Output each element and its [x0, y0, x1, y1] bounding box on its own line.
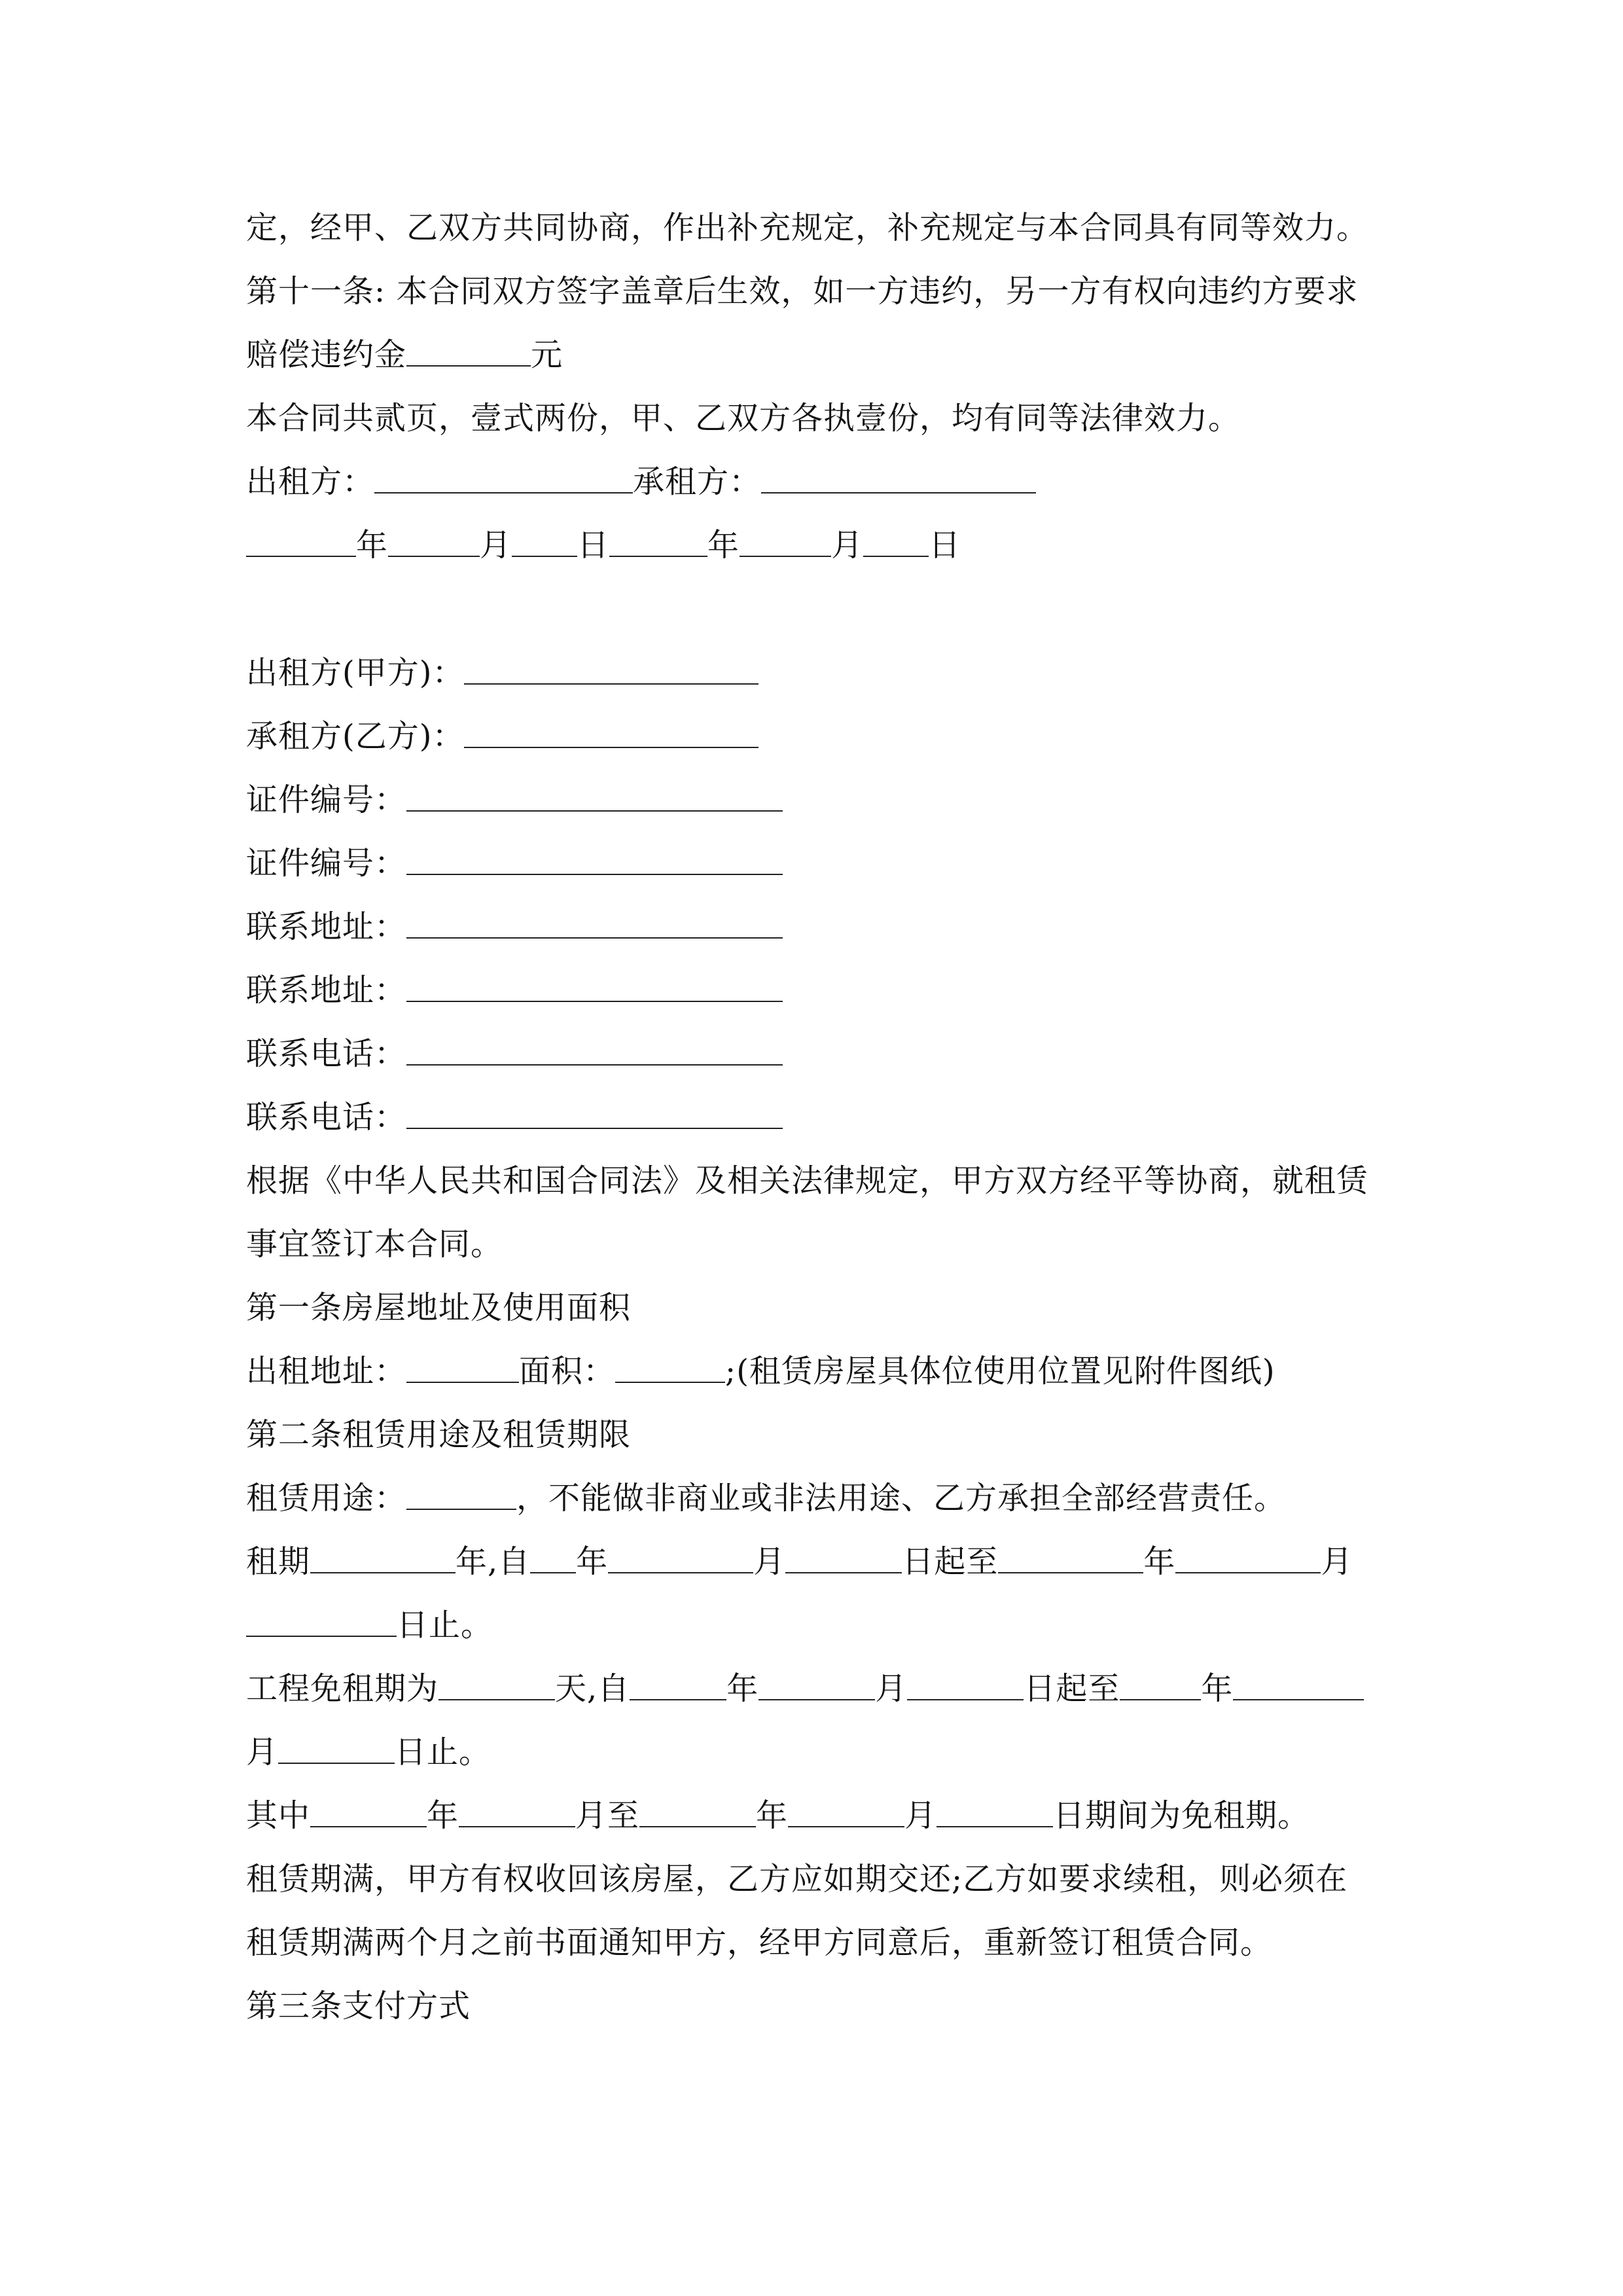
party-line [246, 1091, 783, 1143]
month-blank[interactable] [388, 519, 480, 557]
end-month-blank[interactable] [1175, 1535, 1321, 1573]
period-end-year-blank[interactable] [639, 1789, 756, 1827]
area-label: 面积： [519, 1353, 616, 1390]
month-label: 月 [1321, 1543, 1353, 1580]
year-label: 年 [427, 1797, 459, 1834]
day-blank[interactable] [512, 519, 577, 557]
lessee-b-blank[interactable] [464, 710, 758, 748]
text-line [246, 1662, 1364, 1715]
lessor-signature-label: 出租方： [246, 463, 375, 500]
month-to-label: 月至 [575, 1797, 640, 1834]
phone-blank[interactable] [406, 1028, 783, 1066]
text-line [246, 1916, 1272, 1969]
penalty-amount-blank[interactable] [406, 329, 531, 367]
article-11-text: 第十一条: 本合同双方签字盖章后生效，如一方违约，另一方有权向违约方要求 [246, 273, 1359, 310]
lessee-signature-blank[interactable] [761, 456, 1036, 493]
lessor-signature-blank[interactable] [374, 456, 633, 493]
use-label: 租赁用途： [246, 1480, 407, 1516]
year-blank[interactable] [246, 519, 356, 557]
use-blank[interactable] [406, 1472, 516, 1510]
article-heading [246, 1282, 631, 1334]
year-label: 年 [756, 1797, 789, 1834]
currency-unit: 元 [531, 336, 563, 373]
article-2-heading: 第二条租赁用途及租赁期限 [246, 1416, 632, 1453]
month-label: 月 [246, 1734, 279, 1770]
day-from-label: 日起至 [902, 1543, 999, 1580]
copies-text: 本合同共贰页，壹式两份，甲、乙双方各执壹份，均有同等法律效力。 [246, 400, 1241, 437]
phone-label: 联系电话： [246, 1035, 407, 1072]
party-line [246, 710, 758, 762]
month-label: 月 [904, 1797, 937, 1834]
free-start-day-blank[interactable] [907, 1662, 1024, 1700]
id-number-blank[interactable] [406, 774, 783, 812]
party-line [246, 837, 783, 889]
period-end-day-blank[interactable] [936, 1789, 1053, 1827]
text-line [246, 1218, 503, 1270]
text-line [246, 1345, 1275, 1397]
period-start-year-blank[interactable] [310, 1789, 427, 1827]
free-days-blank[interactable] [438, 1662, 555, 1700]
area-blank[interactable] [615, 1345, 725, 1383]
free-end-day-blank[interactable] [278, 1726, 395, 1764]
year-label: 年 [356, 527, 389, 564]
free-end-month-blank[interactable] [1233, 1662, 1364, 1700]
day-end-label: 日止。 [397, 1607, 493, 1643]
article-heading [246, 1408, 631, 1461]
year-label: 年 [576, 1543, 609, 1580]
rental-address-label: 出租地址： [246, 1353, 407, 1390]
text-line [246, 265, 1358, 317]
lessee-b-label: 承租方(乙方)： [246, 718, 465, 755]
lessor-a-label: 出租方(甲方)： [246, 655, 465, 691]
end-day-blank[interactable] [246, 1599, 397, 1637]
intro-text: 事宜签订本合同。 [246, 1226, 503, 1263]
start-month-blank[interactable] [608, 1535, 753, 1573]
phone-blank[interactable] [406, 1091, 783, 1129]
month-blank[interactable] [740, 519, 831, 557]
id-number-blank[interactable] [406, 837, 783, 875]
lessee-signature-label: 承租方： [633, 463, 762, 500]
text-line [246, 202, 1368, 254]
party-line [246, 647, 758, 699]
rental-address-blank[interactable] [406, 1345, 519, 1383]
article-1-heading: 第一条房屋地址及使用面积 [246, 1289, 632, 1326]
term-label: 租期 [246, 1543, 311, 1580]
year-label: 年 [707, 527, 740, 564]
address-blank[interactable] [406, 964, 783, 1002]
lessor-a-blank[interactable] [464, 647, 758, 685]
id-number-label: 证件编号： [246, 845, 407, 882]
year-from-label: 年,自 [455, 1543, 531, 1580]
free-start-month-blank[interactable] [758, 1662, 875, 1700]
address-blank[interactable] [406, 901, 783, 939]
term-blank[interactable] [310, 1535, 455, 1573]
day-blank[interactable] [863, 519, 929, 557]
period-end-month-blank[interactable] [788, 1789, 904, 1827]
month-label: 月 [480, 527, 512, 564]
day-label: 日 [929, 527, 961, 564]
address-label: 联系地址： [246, 972, 407, 1009]
among-label: 其中 [246, 1797, 311, 1834]
penalty-label: 赔偿违约金 [246, 336, 407, 373]
text-line [246, 1535, 1353, 1588]
year-blank[interactable] [609, 519, 707, 557]
start-year-blank[interactable] [530, 1535, 576, 1573]
expiry-text: 租赁期满两个月之前书面通知甲方，经甲方同意后，重新签订租赁合同。 [246, 1924, 1273, 1961]
text-line [246, 1472, 1286, 1524]
year-label: 年 [1201, 1670, 1234, 1707]
phone-label: 联系电话： [246, 1099, 407, 1136]
paragraph-text: 定，经甲、乙双方共同协商，作出补充规定，补充规定与本合同具有同等效力。 [246, 209, 1369, 246]
article-heading [246, 1980, 471, 2032]
area-note: ;(租赁房屋具体位使用位置见附件图纸) [725, 1353, 1275, 1390]
party-line [246, 774, 783, 826]
year-label: 年 [726, 1670, 759, 1707]
text-line [246, 1853, 1347, 1905]
free-end-year-blank[interactable] [1120, 1662, 1201, 1700]
year-label: 年 [1143, 1543, 1176, 1580]
intro-text: 根据《中华人民共和国合同法》及相关法律规定，甲方双方经平等协商，就租赁 [246, 1162, 1369, 1199]
month-label: 月 [831, 527, 864, 564]
text-line [246, 1155, 1368, 1207]
month-label: 月 [875, 1670, 908, 1707]
free-period-label: 工程免租期为 [246, 1670, 439, 1707]
text-line [246, 329, 563, 381]
period-start-month-blank[interactable] [459, 1789, 575, 1827]
free-start-year-blank[interactable] [630, 1662, 726, 1700]
address-label: 联系地址： [246, 908, 407, 945]
free-days-label: 天,自 [555, 1670, 630, 1707]
signature-date-line [246, 519, 961, 571]
use-note: ，不能做非商业或非法用途、乙方承担全部经营责任。 [516, 1480, 1287, 1516]
signature-line [246, 456, 1036, 508]
text-line [246, 1789, 1310, 1842]
text-line [246, 392, 1240, 444]
day-label: 日 [577, 527, 610, 564]
article-3-heading: 第三条支付方式 [246, 1988, 471, 2024]
party-line [246, 964, 783, 1016]
id-number-label: 证件编号： [246, 781, 407, 818]
end-year-blank[interactable] [998, 1535, 1143, 1573]
day-from-label: 日起至 [1024, 1670, 1120, 1707]
text-line [246, 1599, 493, 1651]
party-line [246, 901, 783, 953]
day-end-label: 日止。 [395, 1734, 491, 1770]
start-day-blank[interactable] [785, 1535, 902, 1573]
free-period-end-label: 日期间为免租期。 [1053, 1797, 1310, 1834]
expiry-text: 租赁期满，甲方有权收回该房屋，乙方应如期交还;乙方如要求续租，则必须在 [246, 1861, 1348, 1897]
month-label: 月 [753, 1543, 786, 1580]
text-line [246, 1726, 491, 1778]
party-line [246, 1028, 783, 1080]
